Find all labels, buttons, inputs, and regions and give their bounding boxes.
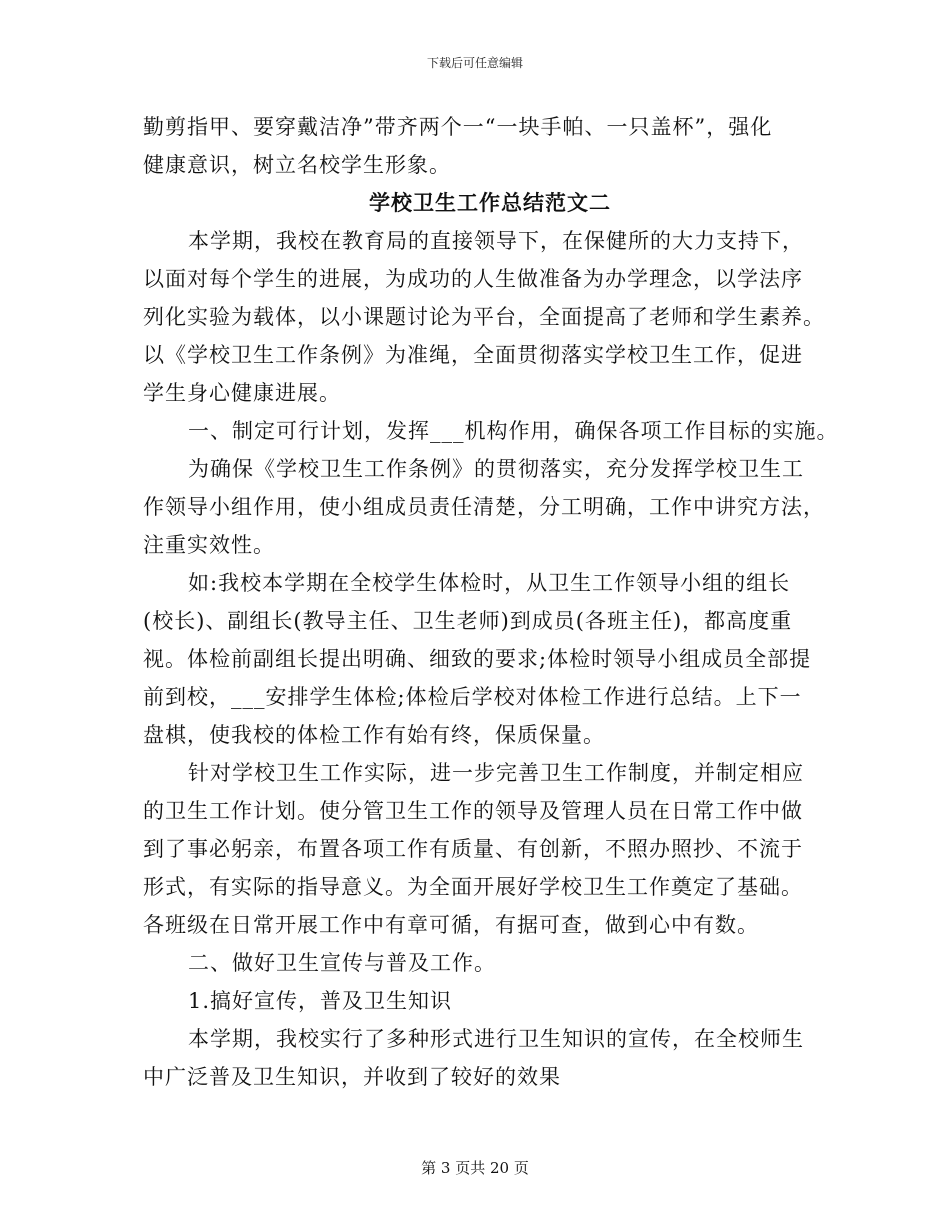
page-header: 下载后可任意编辑 (426, 56, 523, 70)
text-line: 注重实效性。 (143, 533, 275, 557)
text-line: 的卫生工作计划。使分管卫生工作的领导及管理人员在日常工作中做 (143, 799, 803, 823)
text-line: (校长)、副组长(教导主任、卫生老师)到成员(各班主任)，都高度重 (143, 609, 793, 633)
text-line: 盘棋，使我校的体检工作有始有终，保质保量。 (143, 723, 605, 747)
text-line: 健康意识，树立名校学生形象。 (143, 153, 451, 177)
text-line: 以《学校卫生工作条例》为准绳，全面贯彻落实学校卫生工作，促进 (143, 343, 803, 367)
paragraph-first-line: 针对学校卫生工作实际，进一步完善卫生工作制度，并制定相应 (188, 761, 804, 785)
text-line: 列化实验为载体，以小课题讨论为平台，全面提高了老师和学生素养。 (143, 305, 825, 329)
text-line: 学生身心健康进展。 (143, 381, 341, 405)
section-heading-2: 二、做好卫生宣传与普及工作。 (188, 951, 496, 975)
paragraph-first-line: 如:我校本学期在全校学生体检时，从卫生工作领导小组的组长 (188, 571, 791, 595)
page-footer: 第 3 页共 20 页 (421, 1159, 529, 1177)
text-line: 中广泛普及卫生知识，并收到了较好的效果 (143, 1065, 561, 1089)
document-body (143, 108, 839, 1096)
paragraph-first-line: 本学期，我校实行了多种形式进行卫生知识的宣传，在全校师生 (188, 1027, 804, 1051)
text-line: 视。体检前副组长提出明确、细致的要求;体检时领导小组成员全部提 (143, 647, 812, 671)
section-title: 学校卫生工作总结范文二 (369, 190, 611, 215)
text-line: 以面对每个学生的进展，为成功的人生做准备为办学理念，以学法序 (143, 267, 803, 291)
text-line: 前到校，___安排学生体检;体检后学校对体检工作进行总结。上下一 (143, 685, 802, 709)
text-line: 形式，有实际的指导意义。为全面开展好学校卫生工作奠定了基础。 (143, 875, 803, 899)
text-line: 到了事必躬亲，布置各项工作有质量、有创新，不照办照抄、不流于 (143, 837, 803, 861)
text-line: 勤剪指甲、要穿戴洁净”带齐两个一“一块手帕、一只盖杯”，强化 (143, 115, 773, 139)
paragraph-first-line: 为确保《学校卫生工作条例》的贯彻落实，充分发挥学校卫生工 (188, 457, 804, 481)
text-line: 各班级在日常开展工作中有章可循，有据可查，做到心中有数。 (143, 913, 759, 937)
section-heading-1: 一、制定可行计划，发挥___机构作用，确保各项工作目标的实施。 (188, 419, 839, 443)
paragraph-first-line: 本学期，我校在教育局的直接领导下，在保健所的大力支持下， (188, 229, 804, 253)
subsection-heading: 1.搞好宣传，普及卫生知识 (188, 989, 453, 1013)
text-line: 作领导小组作用，使小组成员责任清楚，分工明确，工作中讲究方法， (143, 495, 825, 519)
